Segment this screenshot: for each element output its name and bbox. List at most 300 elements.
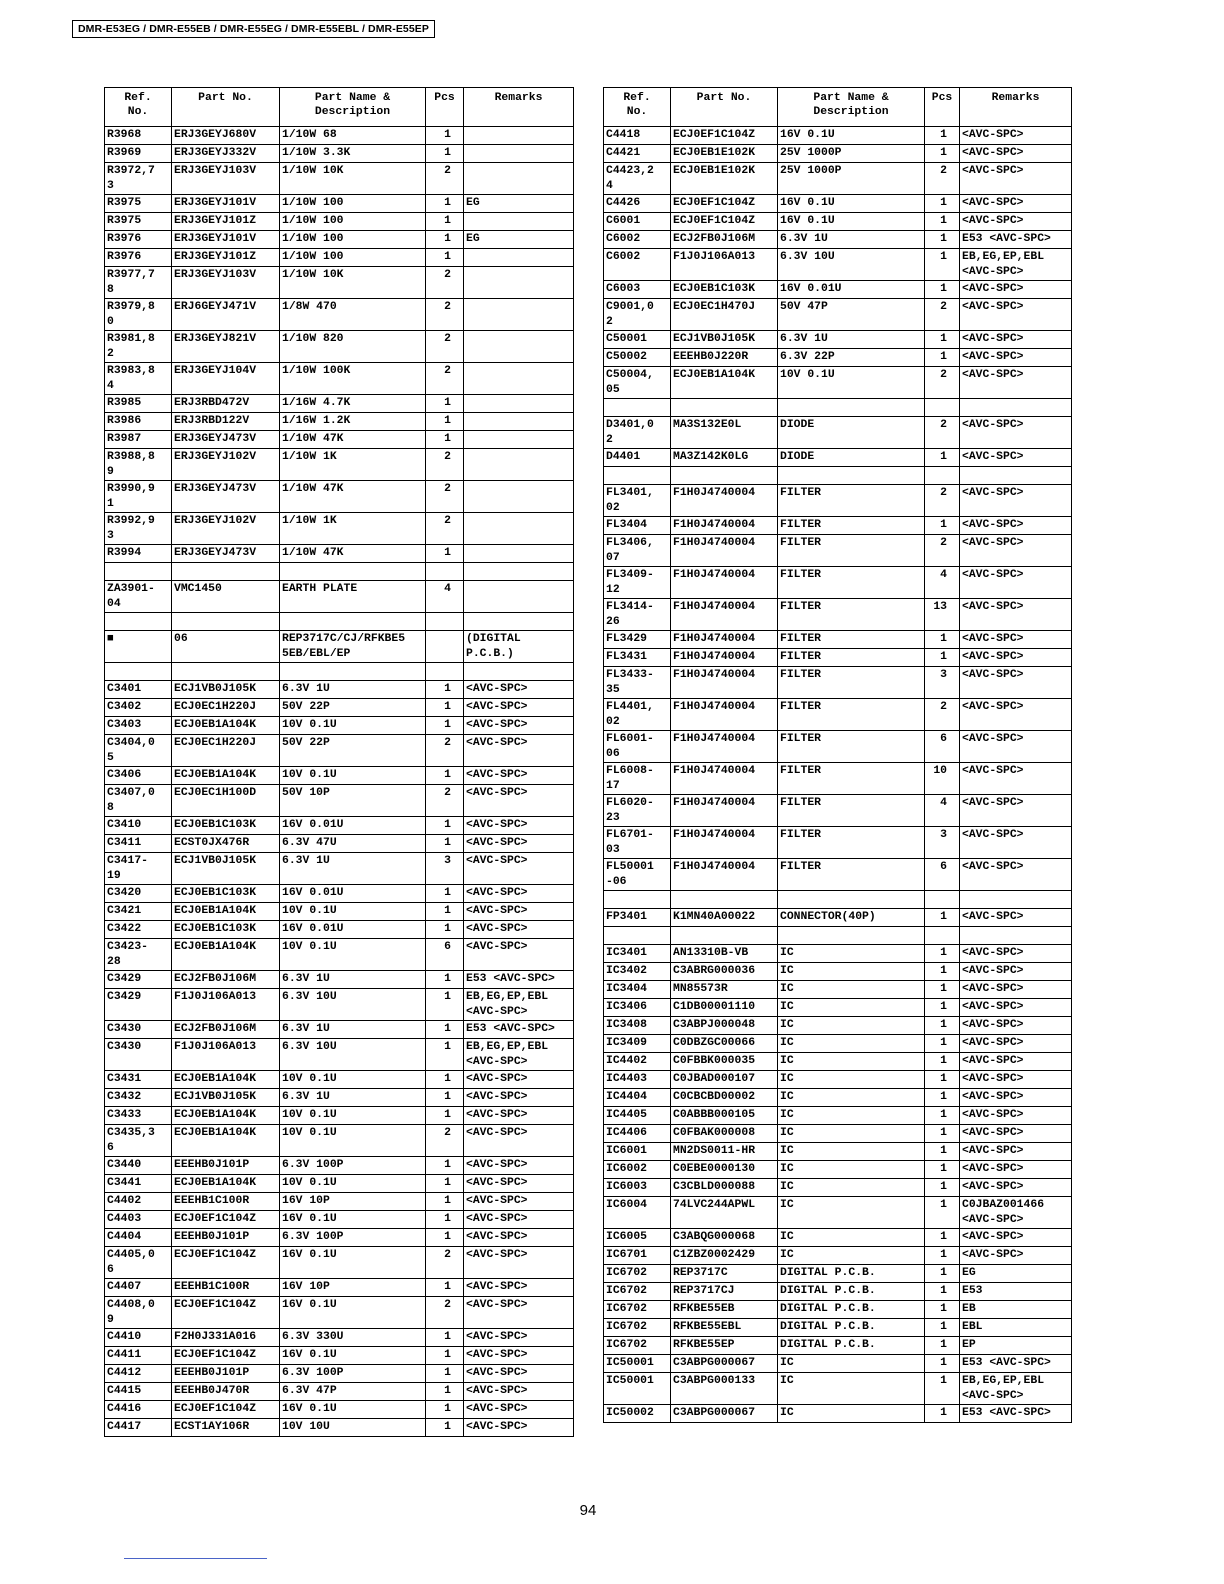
table-row [105, 767, 574, 785]
part-no-cell: ERJ3GEYJ101V [172, 231, 280, 249]
part-name-cell: 1/10W 100 [280, 249, 426, 267]
remarks-cell: EB,EG,EP,EBL <AVC-SPC> [464, 989, 574, 1021]
part-no-cell: EEEHB0J470R [172, 1383, 280, 1401]
pcs-cell: 1 [925, 213, 960, 231]
part-name-cell: 1/10W 1K [280, 449, 426, 481]
pcs-cell: 2 [925, 699, 960, 731]
ref-no-cell: IC6701 [604, 1247, 671, 1265]
remarks-cell: <AVC-SPC> [960, 859, 1072, 891]
part-no-cell: ECJ0EF1C104Z [172, 1347, 280, 1365]
part-no-cell: F1J0J106A013 [172, 1039, 280, 1071]
remarks-cell: <AVC-SPC> [960, 1143, 1072, 1161]
part-name-cell: 10V 0.1U [280, 903, 426, 921]
part-name-cell: FILTER [778, 667, 925, 699]
remarks-cell [464, 449, 574, 481]
part-name-cell: REP3717C/CJ/RFKBE5 5EB/EBL/EP [280, 631, 426, 663]
part-no-cell: 06 [172, 631, 280, 663]
part-no-cell: ECJ0EB1E102K [671, 163, 778, 195]
table-row [105, 1297, 574, 1329]
remarks-cell: <AVC-SPC> [960, 299, 1072, 331]
remarks-cell: <AVC-SPC> [464, 853, 574, 885]
remarks-cell [464, 431, 574, 449]
part-name-cell: IC [778, 1053, 925, 1071]
ref-no-cell: R3975 [105, 195, 172, 213]
part-name-cell: IC [778, 1405, 925, 1423]
remarks-cell [464, 249, 574, 267]
part-name-cell: 50V 22P [280, 699, 426, 717]
part-no-cell: ECJ0EB1A104K [172, 1071, 280, 1089]
ref-no-cell: FL3429 [604, 631, 671, 649]
part-name-cell: IC [778, 1197, 925, 1229]
remarks-cell [464, 395, 574, 413]
ref-no-cell: FL6001- 06 [604, 731, 671, 763]
part-no-cell: REP3717C [671, 1265, 778, 1283]
pcs-cell [426, 631, 464, 663]
part-no-cell: RFKBE55EBL [671, 1319, 778, 1337]
ref-no-cell: IC50001 [604, 1373, 671, 1405]
ref-no-cell [105, 613, 172, 631]
part-name-cell: 16V 0.1U [778, 127, 925, 145]
part-name-cell: 1/10W 10K [280, 267, 426, 299]
remarks-cell: <AVC-SPC> [960, 367, 1072, 399]
pcs-cell: 1 [426, 395, 464, 413]
pcs-cell: 4 [925, 567, 960, 599]
pcs-cell: 1 [426, 1021, 464, 1039]
table-row [105, 127, 574, 145]
part-name-cell: 1/10W 47K [280, 481, 426, 513]
table-header [604, 88, 1072, 127]
remarks-cell: <AVC-SPC> [960, 1125, 1072, 1143]
remarks-cell: <AVC-SPC> [960, 195, 1072, 213]
table-row [604, 827, 1072, 859]
pcs-cell: 1 [426, 817, 464, 835]
pcs-cell: 2 [925, 299, 960, 331]
table-row [604, 299, 1072, 331]
table-row [604, 963, 1072, 981]
ref-no-cell: IC4404 [604, 1089, 671, 1107]
part-name-cell: 16V 0.01U [280, 817, 426, 835]
part-no-cell: F1H0J4740004 [671, 795, 778, 827]
part-no-cell: MN85573R [671, 981, 778, 999]
table-row [105, 545, 574, 563]
table-row [604, 517, 1072, 535]
ref-no-cell: D3401,0 2 [604, 417, 671, 449]
part-name-cell: 16V 10P [280, 1279, 426, 1297]
pcs-cell: 1 [925, 1161, 960, 1179]
remarks-cell: E53 <AVC-SPC> [960, 231, 1072, 249]
table-row [105, 613, 574, 631]
remarks-cell [464, 163, 574, 195]
pcs-cell [925, 399, 960, 417]
pcs-cell: 2 [925, 163, 960, 195]
part-no-cell: MA3S132E0L [671, 417, 778, 449]
part-no-cell: ERJ3GEYJ473V [172, 545, 280, 563]
part-name-cell [280, 663, 426, 681]
pcs-cell: 1 [925, 1125, 960, 1143]
part-no-cell: ECJ0EC1H220J [172, 735, 280, 767]
remarks-cell [464, 663, 574, 681]
pcs-cell: 1 [426, 989, 464, 1021]
table-row [105, 145, 574, 163]
part-no-cell: ERJ3GEYJ101V [172, 195, 280, 213]
pcs-cell: 1 [426, 1365, 464, 1383]
part-no-cell: F1H0J4740004 [671, 631, 778, 649]
table-row [105, 1107, 574, 1125]
pcs-cell: 1 [925, 145, 960, 163]
pcs-cell: 2 [925, 485, 960, 517]
table-row [604, 1337, 1072, 1355]
ref-no-cell: FL6020- 23 [604, 795, 671, 827]
remarks-cell: <AVC-SPC> [464, 1175, 574, 1193]
pcs-cell: 1 [925, 449, 960, 467]
pcs-cell: 1 [925, 517, 960, 535]
remarks-cell: <AVC-SPC> [960, 981, 1072, 999]
part-no-cell: REP3717CJ [671, 1283, 778, 1301]
remarks-cell: EG [464, 195, 574, 213]
pcs-cell: 1 [925, 1355, 960, 1373]
ref-no-cell: R3972,7 3 [105, 163, 172, 195]
remarks-cell: <AVC-SPC> [960, 127, 1072, 145]
part-no-cell: EEEHB1C100R [172, 1279, 280, 1297]
table-row [105, 1279, 574, 1297]
pcs-cell: 2 [925, 535, 960, 567]
remarks-cell: <AVC-SPC> [464, 717, 574, 735]
part-name-cell: FILTER [778, 567, 925, 599]
part-name-cell: 1/10W 47K [280, 431, 426, 449]
part-no-cell: ERJ3GEYJ473V [172, 431, 280, 449]
ref-no-cell: C6003 [604, 281, 671, 299]
part-name-cell: FILTER [778, 631, 925, 649]
part-no-cell: ERJ3RBD472V [172, 395, 280, 413]
ref-no-cell: IC50001 [604, 1355, 671, 1373]
part-name-cell: 16V 10P [280, 1193, 426, 1211]
ref-no-cell: IC6702 [604, 1319, 671, 1337]
remarks-cell: <AVC-SPC> [464, 785, 574, 817]
pcs-cell: 1 [426, 1107, 464, 1125]
pcs-cell: 1 [925, 1179, 960, 1197]
remarks-cell [464, 331, 574, 363]
pcs-cell: 1 [925, 1017, 960, 1035]
table-row [604, 213, 1072, 231]
part-no-cell: C0FBAK000008 [671, 1125, 778, 1143]
pcs-cell: 1 [925, 1053, 960, 1071]
table-row [604, 1089, 1072, 1107]
part-no-cell: F1H0J4740004 [671, 535, 778, 567]
ref-no-cell: C6002 [604, 231, 671, 249]
remarks-cell: <AVC-SPC> [960, 1161, 1072, 1179]
part-name-cell [778, 399, 925, 417]
pcs-cell: 1 [925, 631, 960, 649]
part-name-cell: FILTER [778, 763, 925, 795]
table-row [604, 927, 1072, 945]
remarks-cell: <AVC-SPC> [960, 331, 1072, 349]
ref-no-cell: FL3431 [604, 649, 671, 667]
part-name-cell: DIGITAL P.C.B. [778, 1265, 925, 1283]
part-no-cell: ERJ3GEYJ101Z [172, 213, 280, 231]
part-name-cell: 50V 22P [280, 735, 426, 767]
table-row [105, 1089, 574, 1107]
remarks-cell: EB,EG,EP,EBL <AVC-SPC> [960, 249, 1072, 281]
ref-no-cell: C4415 [105, 1383, 172, 1401]
column-header-pcs: Pcs [426, 88, 464, 127]
part-name-cell: 6.3V 1U [280, 971, 426, 989]
pcs-cell: 2 [426, 1297, 464, 1329]
part-no-cell: ECJ0EB1C103K [172, 921, 280, 939]
remarks-cell: <AVC-SPC> [464, 1107, 574, 1125]
remarks-cell: <AVC-SPC> [960, 1247, 1072, 1265]
part-name-cell [280, 613, 426, 631]
ref-no-cell: C3429 [105, 971, 172, 989]
remarks-cell: <AVC-SPC> [464, 1157, 574, 1175]
pcs-cell: 1 [925, 1229, 960, 1247]
table-row [604, 1107, 1072, 1125]
ref-no-cell: C3406 [105, 767, 172, 785]
table-row [105, 163, 574, 195]
part-no-cell: ECJ1VB0J105K [172, 681, 280, 699]
remarks-cell: <AVC-SPC> [960, 1179, 1072, 1197]
ref-no-cell: C3441 [105, 1175, 172, 1193]
pcs-cell: 1 [426, 249, 464, 267]
table-row [604, 631, 1072, 649]
table-row [604, 1265, 1072, 1283]
ref-no-cell: C4407 [105, 1279, 172, 1297]
table-row [105, 1347, 574, 1365]
remarks-cell: <AVC-SPC> [960, 763, 1072, 795]
remarks-cell: <AVC-SPC> [464, 885, 574, 903]
part-no-cell: ERJ3GEYJ473V [172, 481, 280, 513]
remarks-cell [960, 891, 1072, 909]
part-no-cell: RFKBE55EB [671, 1301, 778, 1319]
remarks-cell: <AVC-SPC> [464, 1365, 574, 1383]
table-row [604, 1053, 1072, 1071]
pcs-cell: 10 [925, 763, 960, 795]
part-no-cell: ERJ3GEYJ103V [172, 163, 280, 195]
remarks-cell: <AVC-SPC> [464, 1211, 574, 1229]
pcs-cell: 1 [426, 903, 464, 921]
table-row [105, 921, 574, 939]
table-row [604, 349, 1072, 367]
remarks-cell [464, 413, 574, 431]
pcs-cell: 1 [925, 1247, 960, 1265]
remarks-cell: <AVC-SPC> [464, 1279, 574, 1297]
pcs-cell: 1 [925, 127, 960, 145]
table-row [105, 213, 574, 231]
part-name-cell: 6.3V 1U [280, 853, 426, 885]
part-no-cell: F1H0J4740004 [671, 567, 778, 599]
ref-no-cell: C3403 [105, 717, 172, 735]
part-no-cell [172, 663, 280, 681]
part-name-cell: 6.3V 100P [280, 1365, 426, 1383]
part-name-cell: IC [778, 1089, 925, 1107]
part-no-cell: ECJ2FB0J106M [671, 231, 778, 249]
column-header-part-no: Part No. [172, 88, 280, 127]
pcs-cell: 2 [426, 449, 464, 481]
remarks-cell: <AVC-SPC> [960, 649, 1072, 667]
remarks-cell: <AVC-SPC> [960, 213, 1072, 231]
part-no-cell: ECJ0EC1H220J [172, 699, 280, 717]
part-name-cell: 50V 47P [778, 299, 925, 331]
column-header-remarks: Remarks [960, 88, 1072, 127]
table-row [105, 363, 574, 395]
pcs-cell: 6 [426, 939, 464, 971]
table-row [604, 891, 1072, 909]
pcs-cell: 1 [426, 1211, 464, 1229]
ref-no-cell: IC3402 [604, 963, 671, 981]
remarks-cell: <AVC-SPC> [960, 449, 1072, 467]
ref-no-cell: C4421 [604, 145, 671, 163]
footer-link-underline [124, 1558, 267, 1559]
ref-no-cell: IC3401 [604, 945, 671, 963]
part-name-cell: IC [778, 1247, 925, 1265]
pcs-cell [925, 467, 960, 485]
part-no-cell: C1DB00001110 [671, 999, 778, 1017]
table-row [105, 1193, 574, 1211]
part-name-cell: FILTER [778, 517, 925, 535]
table-row [105, 631, 574, 663]
remarks-cell [464, 299, 574, 331]
part-no-cell: ECJ0EC1H470J [671, 299, 778, 331]
remarks-cell: <AVC-SPC> [960, 945, 1072, 963]
part-no-cell: F1H0J4740004 [671, 827, 778, 859]
pcs-cell: 1 [925, 195, 960, 213]
remarks-cell: <AVC-SPC> [960, 145, 1072, 163]
part-name-cell: IC [778, 1373, 925, 1405]
ref-no-cell: D4401 [604, 449, 671, 467]
table-row [604, 1247, 1072, 1265]
table-row [105, 249, 574, 267]
table-row [604, 1161, 1072, 1179]
part-name-cell: FILTER [778, 827, 925, 859]
table-row [604, 1283, 1072, 1301]
part-name-cell: 16V 0.01U [280, 921, 426, 939]
ref-no-cell: R3987 [105, 431, 172, 449]
part-no-cell [671, 891, 778, 909]
pcs-cell: 1 [925, 1035, 960, 1053]
ref-no-cell: C4402 [105, 1193, 172, 1211]
pcs-cell: 2 [925, 367, 960, 399]
part-name-cell: 6.3V 10U [778, 249, 925, 281]
ref-no-cell: R3977,7 8 [105, 267, 172, 299]
pcs-cell: 1 [925, 1265, 960, 1283]
pcs-cell [426, 613, 464, 631]
part-name-cell: 1/10W 100 [280, 195, 426, 213]
parts-list-table-right [603, 87, 1072, 1423]
table-row [604, 281, 1072, 299]
table-row [604, 945, 1072, 963]
table-row [105, 989, 574, 1021]
ref-no-cell: FL50001 -06 [604, 859, 671, 891]
pcs-cell: 2 [426, 163, 464, 195]
remarks-cell [960, 399, 1072, 417]
part-name-cell: 25V 1000P [778, 163, 925, 195]
table-row [604, 1143, 1072, 1161]
part-name-cell: DIODE [778, 449, 925, 467]
part-name-cell: EARTH PLATE [280, 581, 426, 613]
part-no-cell: ERJ3GEYJ104V [172, 363, 280, 395]
ref-no-cell: R3975 [105, 213, 172, 231]
part-name-cell: IC [778, 1035, 925, 1053]
remarks-cell: EG [960, 1265, 1072, 1283]
pcs-cell: 2 [426, 267, 464, 299]
pcs-cell: 1 [426, 1175, 464, 1193]
ref-no-cell: C3429 [105, 989, 172, 1021]
column-header-remarks: Remarks [464, 88, 574, 127]
part-no-cell: ECJ0EB1A104K [671, 367, 778, 399]
part-no-cell [172, 613, 280, 631]
part-name-cell: 16V 0.01U [280, 885, 426, 903]
pcs-cell: 1 [426, 1229, 464, 1247]
table-row [604, 1197, 1072, 1229]
ref-no-cell: IC4402 [604, 1053, 671, 1071]
ref-no-cell: R3976 [105, 231, 172, 249]
pcs-cell: 1 [426, 213, 464, 231]
part-name-cell: 10V 10U [280, 1419, 426, 1437]
part-no-cell: ECJ1VB0J105K [671, 331, 778, 349]
part-name-cell: IC [778, 1143, 925, 1161]
ref-no-cell: C3440 [105, 1157, 172, 1175]
part-name-cell: 10V 0.1U [280, 1071, 426, 1089]
pcs-cell: 1 [426, 545, 464, 563]
part-no-cell [671, 399, 778, 417]
ref-no-cell: R3979,8 0 [105, 299, 172, 331]
part-no-cell: C3CBLD000088 [671, 1179, 778, 1197]
ref-no-cell: C3433 [105, 1107, 172, 1125]
part-no-cell: ECJ0EF1C104Z [172, 1401, 280, 1419]
remarks-cell: <AVC-SPC> [960, 827, 1072, 859]
ref-no-cell: FL3401, 02 [604, 485, 671, 517]
part-no-cell: ECJ0EF1C104Z [172, 1247, 280, 1279]
table-row [105, 299, 574, 331]
part-name-cell: 6.3V 10U [280, 1039, 426, 1071]
pcs-cell: 1 [426, 1347, 464, 1365]
ref-no-cell: C3410 [105, 817, 172, 835]
part-no-cell: ECJ1VB0J105K [172, 853, 280, 885]
pcs-cell: 2 [426, 1247, 464, 1279]
ref-no-cell: R3994 [105, 545, 172, 563]
part-no-cell: ERJ3GEYJ102V [172, 513, 280, 545]
part-no-cell: ERJ6GEYJ471V [172, 299, 280, 331]
pcs-cell: 1 [925, 331, 960, 349]
ref-no-cell: C4412 [105, 1365, 172, 1383]
ref-no-cell: ■ [105, 631, 172, 663]
pcs-cell: 2 [426, 513, 464, 545]
ref-no-cell [604, 891, 671, 909]
ref-no-cell: C50004, 05 [604, 367, 671, 399]
part-name-cell: IC [778, 981, 925, 999]
pcs-cell: 1 [426, 767, 464, 785]
pcs-cell: 1 [426, 1279, 464, 1297]
table-row [604, 763, 1072, 795]
pcs-cell: 4 [925, 795, 960, 827]
remarks-cell: <AVC-SPC> [464, 1401, 574, 1419]
pcs-cell: 1 [925, 249, 960, 281]
ref-no-cell: C3430 [105, 1021, 172, 1039]
remarks-cell: <AVC-SPC> [464, 1419, 574, 1437]
pcs-cell: 1 [426, 1401, 464, 1419]
table-row [604, 127, 1072, 145]
ref-no-cell: C3401 [105, 681, 172, 699]
part-no-cell: VMC1450 [172, 581, 280, 613]
part-name-cell: CONNECTOR(40P) [778, 909, 925, 927]
pcs-cell: 1 [925, 1283, 960, 1301]
pcs-cell: 1 [426, 835, 464, 853]
remarks-cell [464, 127, 574, 145]
part-no-cell: F2H0J331A016 [172, 1329, 280, 1347]
remarks-cell: <AVC-SPC> [960, 631, 1072, 649]
part-no-cell: ERJ3GEYJ332V [172, 145, 280, 163]
part-no-cell: F1H0J4740004 [671, 859, 778, 891]
part-no-cell: ERJ3GEYJ103V [172, 267, 280, 299]
